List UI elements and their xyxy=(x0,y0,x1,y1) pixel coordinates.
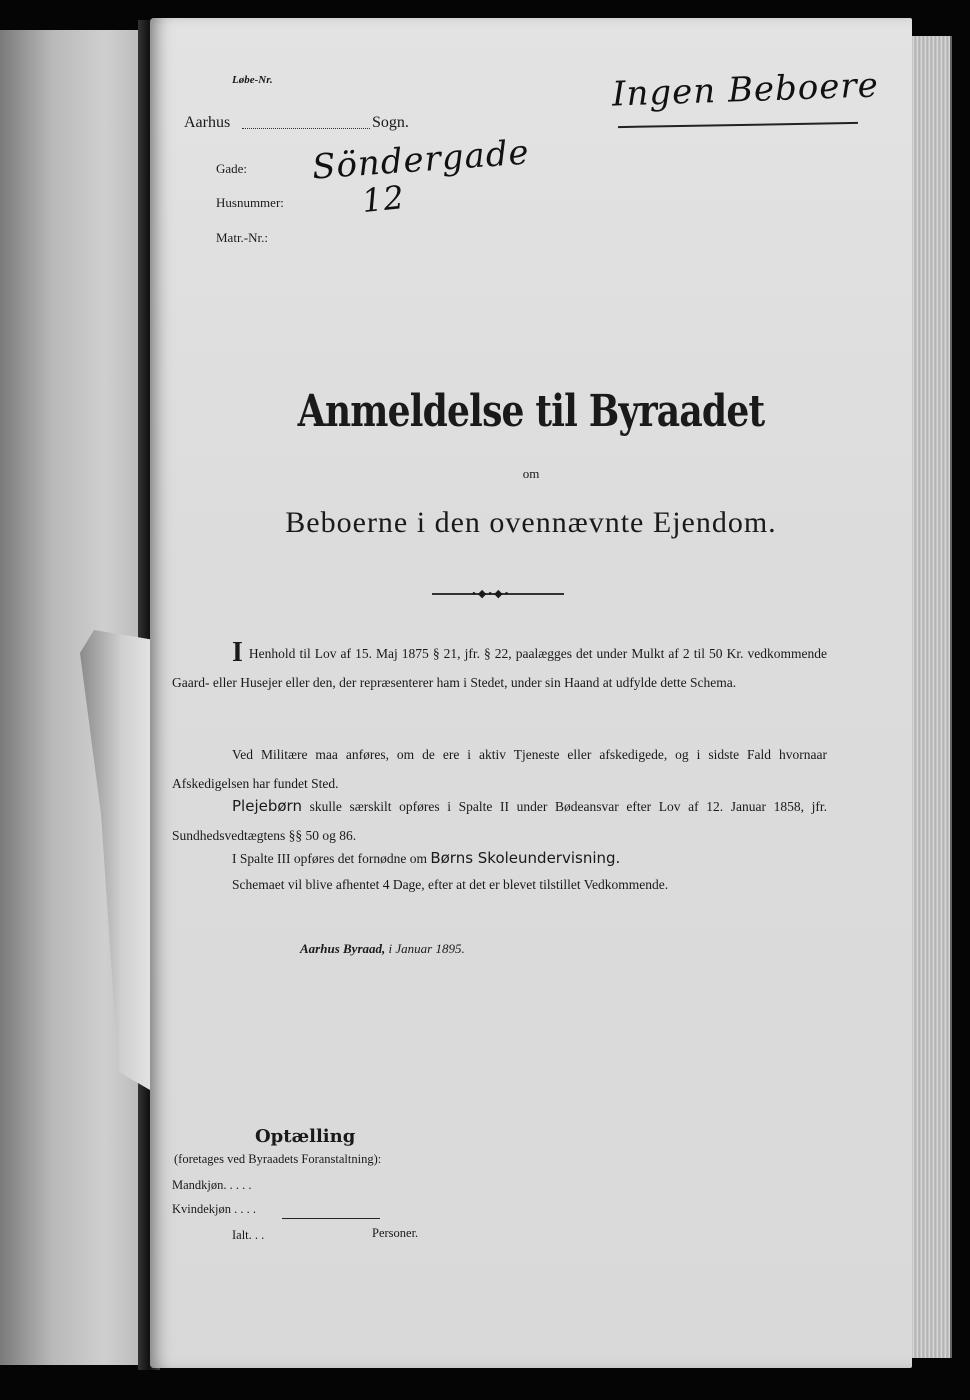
paragraph-1-text: Henhold til Lov af 15. Maj 1875 § 21, jfr. § 22, paalægges det under Mulkt af 2 til 50 Kr. vedkommende Gaard- eller Husejer eller den, der repræsenterer ham i Stedet, under sin Haand at udfylde dette Schema. xyxy=(172,646,827,690)
count-personer: Personer. xyxy=(372,1226,419,1240)
corner-handwritten-note: Ingen Beboere xyxy=(611,65,880,115)
gade-handwritten-value: Söndergade xyxy=(310,132,531,188)
skoleundervisning-emphasis: Børns Skoleundervisning. xyxy=(430,849,621,867)
paragraph-2 xyxy=(172,740,827,798)
husnummer-handwritten-value: 12 xyxy=(360,177,407,221)
paragraph-3 xyxy=(172,792,827,850)
om-word: om xyxy=(522,466,540,481)
corner-note-underline xyxy=(618,122,858,128)
city-label: Aarhus xyxy=(184,114,231,131)
count-mandkjon: Mandkjøn. . . . . xyxy=(172,1178,252,1192)
husnummer-label: Husnummer: xyxy=(216,195,284,210)
count-sum-line xyxy=(282,1218,380,1219)
matr-nr-label: Matr.-Nr.: xyxy=(216,230,268,245)
count-subtitle: (foretages ved Byraadets Foranstaltning): xyxy=(174,1152,382,1166)
signature-date: i Januar 1895. xyxy=(388,941,465,956)
sogn-fill-line xyxy=(242,128,370,129)
signature-name: Aarhus Byraad, xyxy=(300,941,386,956)
sogn-label: Sogn. xyxy=(372,114,409,131)
page-edges xyxy=(908,36,952,1358)
lobe-nr-label: Løbe-Nr. xyxy=(232,74,273,86)
paragraph-2-text: Ved Militære maa anføres, om de ere i aktiv Tjeneste eller afskedigede, og i sidste Fald hvornaar Afskedigelsen har fundet Sted. xyxy=(172,747,827,791)
gade-label: Gade: xyxy=(216,161,248,176)
drop-cap: I xyxy=(232,637,243,668)
divider-ornament-icon: •◆•◆• xyxy=(472,588,511,600)
paragraph-5-text: Schemaet vil blive afhentet 4 Dage, efter at det er blevet tilstillet Vedkommende. xyxy=(232,877,669,892)
paragraph-4-text: I Spalte III opføres det fornødne om xyxy=(232,851,427,866)
paragraph-3-text: skulle særskilt opføres i Spalte II under Bødeansvar efter Lov af 12. Januar 1858, jfr. Sundhedsvedtægtens §§ 50 og 86. xyxy=(172,799,828,843)
paragraph-5 xyxy=(172,870,827,899)
paragraph-4 xyxy=(172,844,827,873)
paragraph-1 xyxy=(172,638,827,697)
document-title: Anmeldelse til Byraadet xyxy=(297,386,765,437)
document-subtitle: Beboerne i den ovennævnte Ejendom. xyxy=(285,506,777,539)
document-page xyxy=(150,18,912,1368)
signature-line xyxy=(300,941,465,957)
count-kvindekjon: Kvindekjøn . . . . xyxy=(172,1202,257,1216)
plejeborn-lead: Plejebørn xyxy=(232,797,302,815)
count-ialt: Ialt. . . xyxy=(232,1228,265,1242)
count-title: Optælling xyxy=(255,1126,356,1147)
